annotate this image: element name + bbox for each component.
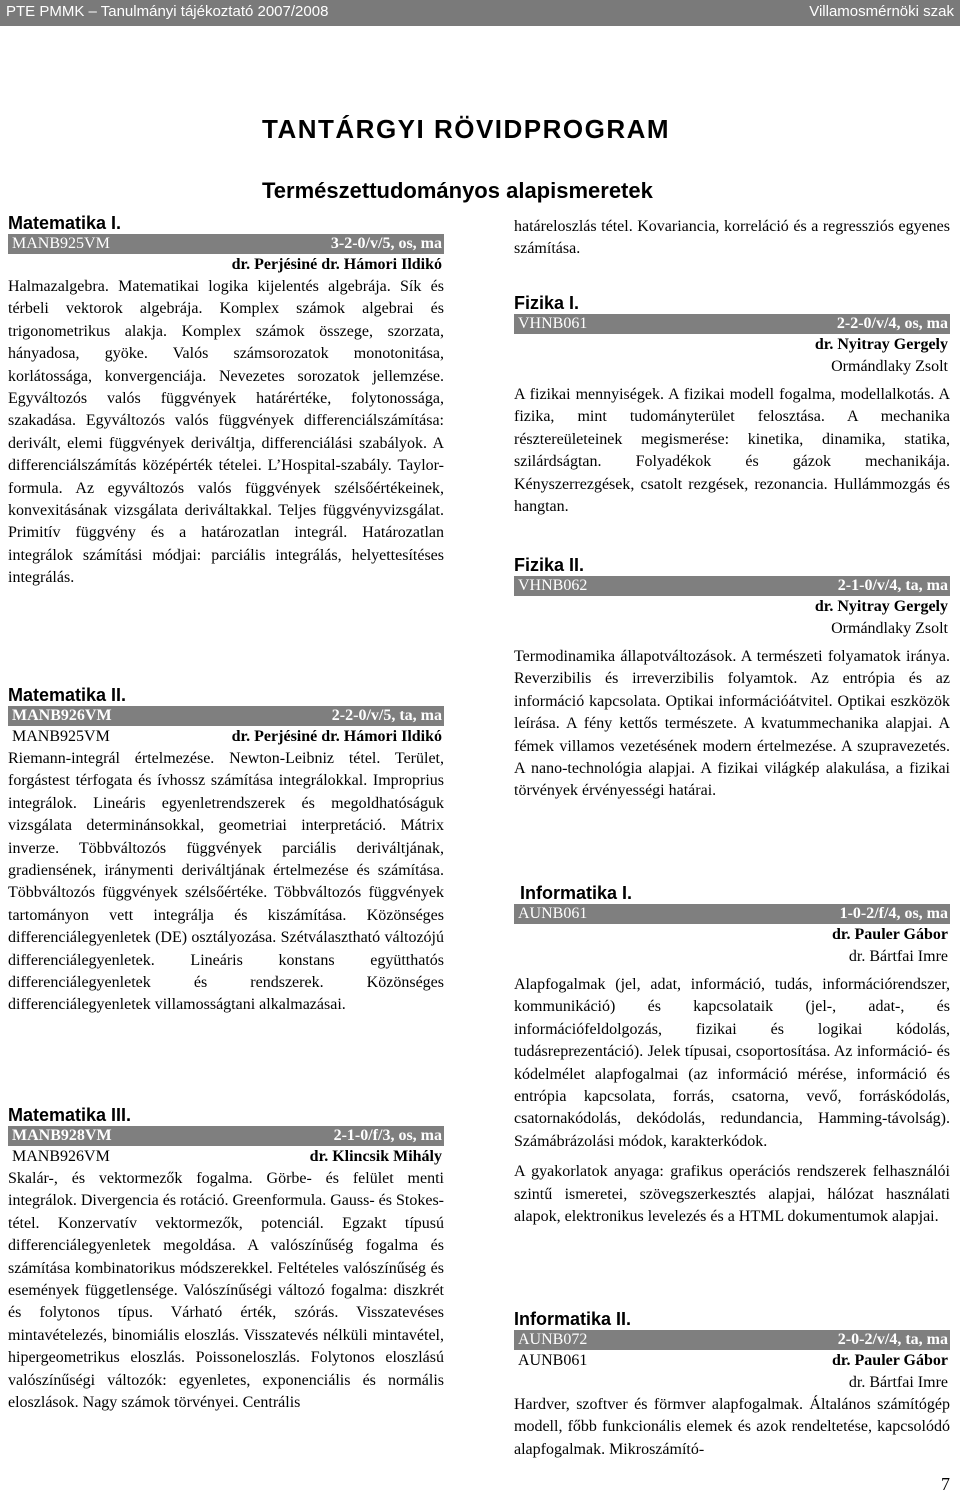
- course-code-bar: [514, 576, 950, 596]
- course-matematika-1: [8, 212, 444, 590]
- course-credits: 2-1-0/f/3, os, ma: [333, 1127, 442, 1144]
- course-description: Hardver, szoftver és förmver alapfogalmak. Általános számítógép modell, főbb funkcionális elemek és azok rendeltetése, kapcsolódó alapfogalmak. Mikroszámító-: [514, 1396, 950, 1458]
- course-description: A fizikai mennyiségek. A fizikai modell fogalma, modellalkotás. A fizika, mint tudományterület felosztása. A mechanika résztereületeinek megismerése: kinetika, dinamika, statika, szilárdságtan. Folyadékok és gázok mechanikája. Kényszerrezgések, csatolt rezgések, rezonancia. Hullámmozgás és hangtan.: [514, 386, 950, 516]
- course-code: MANB928VM: [12, 1127, 112, 1144]
- course-description: Termodinamika állapotváltozások. A természeti folyamatok iránya. Reverzibilis és irreverzibilis folyamtok. Az entrópia és az információ kapcsolata. Optikai információátvitel. Optikai eszközök leírása. A fény kettős természete. A kvatummechanika alapjai. A fémek villamos vezetésének modern értelmezése. A szupravezetés. A nano-technológia alapjai. A fizikai világkép alakulása, a fizikai törvények érvényességi határai.: [514, 648, 950, 800]
- course-teacher-2: dr. Bártfai Imre: [848, 948, 948, 965]
- course-teacher: dr. Perjésiné dr. Hámori Ildikó: [231, 728, 442, 745]
- course-title: Fizika II.: [514, 555, 585, 575]
- course-credits: 1-0-2/f/4, os, ma: [839, 905, 948, 922]
- course-teacher: dr. Nyitray Gergely: [814, 336, 948, 353]
- course-credits: 2-2-0/v/4, os, ma: [836, 315, 948, 332]
- course-fizika-1: [514, 292, 950, 518]
- course-teacher: dr. Pauler Gábor: [831, 1352, 948, 1369]
- course-title: Matematika I.: [8, 213, 122, 233]
- course-title: Informatika II.: [514, 1309, 632, 1329]
- course-code-bar: [514, 1330, 950, 1350]
- course-code-bar: [514, 904, 950, 924]
- course-description: Skalár-, és vektormezők fogalma. Görbe- és felület menti integrálok. Divergencia és rotáció. Greenformula. Gauss- és Stokes-tétel. Konzervatív vektormezők, potenciál. Egzakt típusú differenciálegyenletek megoldása. A valószínűség fogalma és számítása kombinatorikus módszerekkel. Feltételes valószínűség és események függetlensége. Valószínűségi változó fogalma: diszkrét és folytonos típus. Várható érték, szórás. Visszatevéses mintavételezés, binomiális eloszlás. Visszatevés nélküli mintavétel, hipergeometrikus eloszlás. Poissoneloszlás. Folytonos eloszlású valószínűségi változók: egyenletes, exponenciális és normális eloszlások. Nagy számok törvényei. Centrális: [8, 1170, 445, 1412]
- course-teacher: dr. Nyitray Gergely: [814, 598, 948, 615]
- course-description: Riemann-integrál értelmezése. Newton-Leibniz tétel. Terület, forgástest térfogata és ívhossz számítása integrálokkal. Improprius integrálok. Lineáris egyenletrendszerek és megoldhatóságuk vizsgálata determinánsokkal, geometriai interpretáció. Mátrix inverze. Többváltozós függvények parciális deriváltjának, gradiensének, iránymenti deriváltjának értelmezése és számítása. Többváltozós függvények szélsőértéke. Többváltozós függvények tartományon vett integrálja és kiszámítása. Közönséges differenciálegyenletek (DE) osztályozása. Szétválasztható változójú differenciálegyenletek. Lineáris konstans együtthatós differenciálegyenletek és rendszerek. Közönséges differenciálegyenletek villamosságtani alkalmazásai.: [8, 750, 444, 1014]
- course-code: MANB926VM: [12, 707, 112, 724]
- course-prerequisite: MANB925VM: [12, 728, 110, 745]
- prereq-teacher-line: [8, 726, 444, 748]
- course-description-practice: A gyakorlatok anyaga: grafikus operációs rendszerek felhasználói szintű ismeretei, szövegszerkesztés alapjai, hálózat használati alapok, elektronikus levelezés és a HTML dokumentumok alapjai.: [514, 1163, 950, 1226]
- course-credits: 2-1-0/v/4, ta, ma: [837, 577, 948, 594]
- course-code-bar: [514, 314, 950, 334]
- course-teacher: dr. Klincsik Mihály: [309, 1148, 442, 1165]
- header-left: PTE PMMK – Tanulmányi tájékoztató 2007/2008: [6, 3, 329, 20]
- section-title: Természettudományos alapismeretek: [262, 178, 653, 203]
- teacher-line: [514, 596, 950, 618]
- page-title: TANTÁRGYI RÖVIDPROGRAM: [262, 114, 671, 144]
- course-prerequisite: AUNB061: [518, 1352, 588, 1369]
- course-teacher-2: Ormándlaky Zsolt: [831, 358, 948, 375]
- course-matematika-2: [8, 684, 444, 1017]
- course-code-bar: [8, 234, 444, 254]
- course-informatika-1: [514, 882, 950, 1228]
- course-title: Matematika II.: [8, 685, 127, 705]
- course-code: VHNB061: [518, 315, 588, 332]
- course-teacher-2: dr. Bártfai Imre: [848, 1374, 948, 1391]
- course-matematika-3-continuation: [514, 216, 950, 261]
- course-fizika-2: [514, 554, 950, 803]
- course-code: VHNB062: [518, 577, 588, 594]
- course-informatika-2: [514, 1308, 950, 1461]
- teacher-line: [514, 334, 950, 356]
- prereq-teacher-line: [8, 1146, 444, 1168]
- course-credits: 2-2-0/v/5, ta, ma: [331, 707, 442, 724]
- course-prerequisite: MANB926VM: [12, 1148, 110, 1165]
- teacher2-line: [514, 1372, 950, 1394]
- course-code: AUNB061: [518, 905, 588, 922]
- course-description: Halmazalgebra. Matematikai logika kijelentés algebrája. Sík és térbeli vektorok algebrája. Komplex számok algebrai és trigonometrikus alakja. Komplex számok összege, szorzata, hányadosa, gyöke. Valós számsorozatok monotonitása, korlátossága, konvergenciája. Nevezetes sorozatok jellemzése. Egyváltozós valós függvények határértéke, folytonossága, szakadása. Egyváltozós valós függvények differenciálszámítása: derivált, elemi függvények deriváltja, differenciálási szabályok. A differenciálszámítás középérték tételei. L’Hospital-szabály. Taylor-formula. Az egyváltozós valós függvények szélsőértékeinek, konvexitásának vizsgálata deriváltakkal. Teljes függvényvizsgálat. Primitív függvény és a határozatlan integrál. Határozatlan integrálok számítási módjai: parciális integrálás, helyettesítéses integrálás.: [8, 278, 444, 587]
- teacher-line: [8, 254, 444, 276]
- page-number: 7: [941, 1474, 950, 1494]
- course-teacher-2: Ormándlaky Zsolt: [831, 620, 948, 637]
- prereq-teacher-line: [514, 1350, 950, 1372]
- course-description-continued: határeloszlás tétel. Kovariancia, korreláció és a regressziós egyenes számítása.: [514, 218, 950, 258]
- teacher2-line: [514, 946, 950, 968]
- course-title: Informatika I.: [520, 883, 633, 903]
- course-code: MANB925VM: [12, 235, 110, 252]
- page-header: [0, 0, 960, 26]
- course-code-bar: [8, 706, 444, 726]
- course-description: Alapfogalmak (jel, adat, információ, tudás, információrendszer, kommunikáció) és kapcsolataik (jel-, adat-, és információfeldolgozás, fizikai és logikai kódolás, tudásreprezentáció). Jelek típusai, csoportosítása. Az információ- és kódelmélet alapfogalmai (az információ mérése, információ és entrópia kapcsolata, forrás, csatorna, vevő, forráskódolás, csatornakódolás, dekódolás, redundancia, Hamming-távolság). Számábrázolási módok, karakterkódok.: [514, 976, 950, 1150]
- course-title: Fizika I.: [514, 293, 580, 313]
- teacher2-line: [514, 618, 950, 640]
- course-credits: 3-2-0/v/5, os, ma: [330, 235, 442, 252]
- course-matematika-3: [8, 1104, 444, 1414]
- course-teacher: dr. Pauler Gábor: [831, 926, 948, 943]
- course-code: AUNB072: [518, 1331, 588, 1348]
- teacher2-line: [514, 356, 950, 378]
- course-teacher: dr. Perjésiné dr. Hámori Ildikó: [231, 256, 442, 273]
- header-right: Villamosmérnöki szak: [809, 3, 954, 20]
- course-credits: 2-0-2/v/4, ta, ma: [837, 1331, 948, 1348]
- teacher-line: [514, 924, 950, 946]
- course-title: Matematika III.: [8, 1105, 132, 1125]
- course-code-bar: [8, 1126, 444, 1146]
